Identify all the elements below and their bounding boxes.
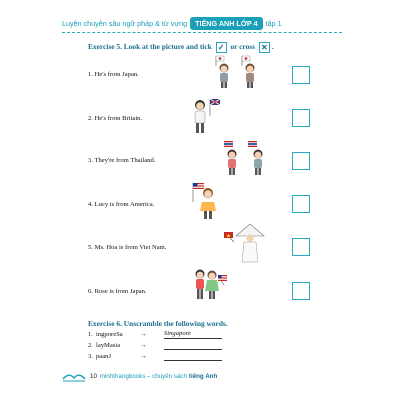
page-footer [62,368,262,384]
exercise5-item [88,157,155,164]
header-level-badge: TIẾNG ANH LỚP 4 [190,17,262,30]
answer-field[interactable] [164,341,222,350]
item-number: 2. [88,115,93,122]
cross-icon: ✕ [259,42,270,53]
item-number: 3. [88,157,93,164]
tick-icon: ✓ [216,42,227,53]
exercise5-title-prefix: Exercise 5. Look at the picture and tick [88,42,212,52]
item-text: They're from Thailand. [94,157,156,164]
exercise5-title-suffix: . [271,42,274,52]
boy-british-flag-illustration [188,96,222,136]
header-left-text: Luyện chuyên sâu ngữ pháp & từ vựng [62,18,188,28]
item-number: 5. [88,244,93,251]
answer-box-6[interactable] [292,282,310,300]
child-figure [205,271,219,300]
book-logo-icon [62,370,86,382]
scrambled-word: paanJ [96,353,112,360]
header-volume-text: tập 1 [265,18,282,28]
answer-box-1[interactable] [292,66,310,84]
item-text: Rose is from Japan. [94,288,147,295]
girl-american-flag-illustration [190,180,224,222]
unscramble-row [88,341,222,350]
scrambled-word: layMasia [96,342,121,349]
exercise5-item [88,71,139,78]
item-number: 1. [88,71,93,78]
child-figure [224,141,237,175]
two-children-thai-flags-illustration [222,138,272,178]
two-children-flags-illustration [212,54,264,90]
page-number: 10 [90,372,97,380]
item-text: He's from Japan. [94,71,139,78]
exercise5-item [88,201,154,208]
exercise5-item [88,244,166,251]
row-number: 2. [88,342,93,349]
footer-brand: tiếng Anh [188,372,218,380]
boy-girl-flags-illustration [190,265,230,303]
exercise5-item [88,288,147,295]
row-number: 1. [88,331,93,338]
arrow-icon: → [140,342,147,349]
unscramble-row [88,352,222,361]
arrow-icon: → [140,353,147,360]
item-text: Ms. Hoa is from Viet Nam. [94,244,167,251]
answer-field[interactable] [164,352,222,361]
exercise5-title [88,42,274,53]
answer-box-5[interactable] [292,238,310,256]
header-divider [62,32,342,33]
footer-text: minhthangbooks – chuyên sách [99,372,187,380]
item-text: He's from Britain. [94,115,143,122]
item-number: 4. [88,201,93,208]
child-figure [196,270,205,300]
answer-box-4[interactable] [292,195,310,213]
woman-conical-hat-vietnam-flag-illustration [222,222,272,264]
arrow-icon: → [140,331,147,338]
row-number: 3. [88,353,93,360]
answer-box-3[interactable] [292,152,310,170]
child-figure [242,56,255,88]
running-header [62,14,282,32]
item-text: Lucy is from America. [94,201,155,208]
answer-box-2[interactable] [292,109,310,127]
exercise5-title-or: or cross [230,42,256,52]
exercise5-item [88,115,142,122]
child-figure [248,141,263,175]
exercise6-title: Exercise 6. Unscramble the following words. [88,319,228,328]
item-number: 6. [88,288,93,295]
answer-field[interactable]: Singapore [164,330,222,339]
scrambled-word: ingporeSa [96,331,123,338]
child-figure [216,56,229,88]
unscramble-row [88,330,222,339]
